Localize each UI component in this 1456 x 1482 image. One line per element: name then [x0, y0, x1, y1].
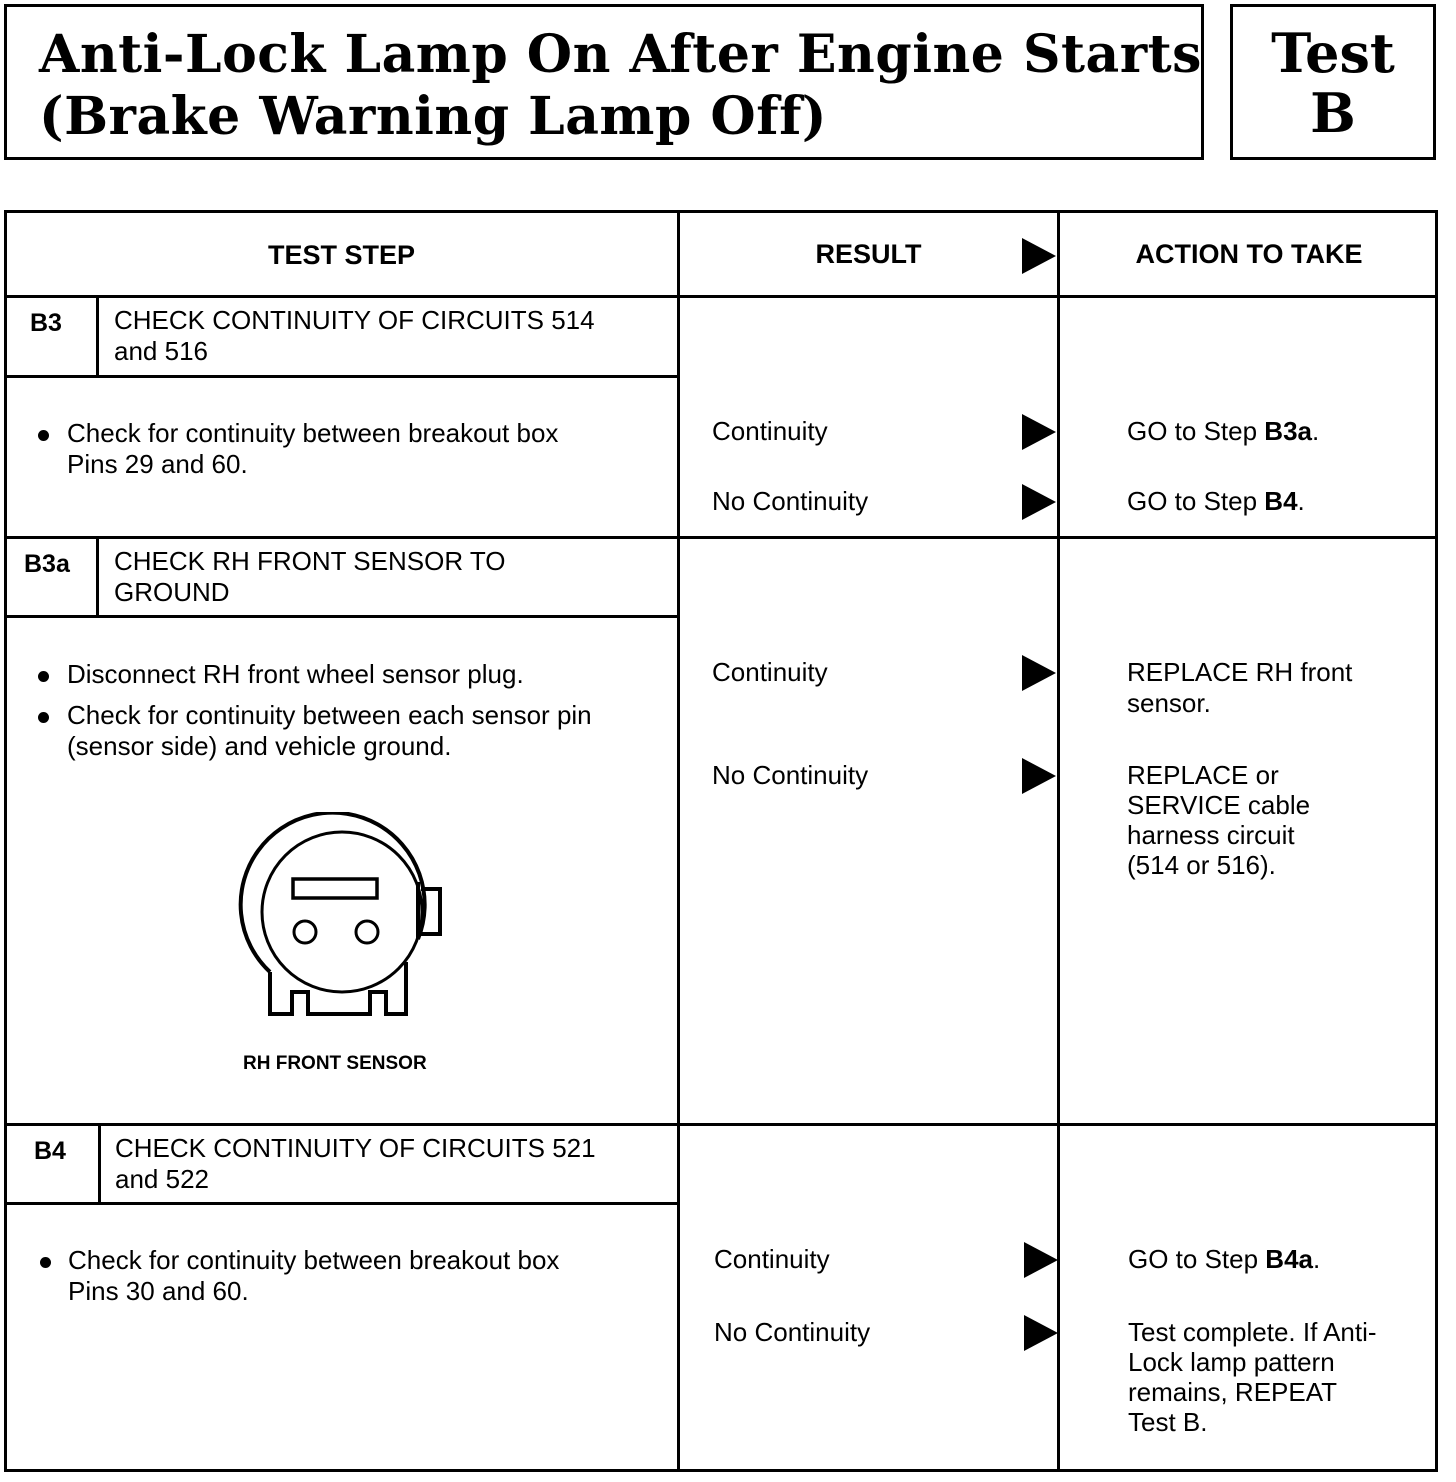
b3a-action-no-continuity-line3: harness circuit	[1127, 820, 1295, 850]
b3a-result-continuity: Continuity	[712, 657, 828, 687]
step-id-b3: B3	[30, 309, 62, 337]
test-word: Test	[1271, 21, 1395, 85]
b4-action-no-continuity-line4: Test B.	[1128, 1407, 1208, 1437]
title-line-1: Anti-Lock Lamp On After Engine Starts	[39, 24, 1202, 85]
result-arrow-icon	[1022, 655, 1056, 691]
b3a-action-no-continuity-line4: (514 or 516).	[1127, 850, 1276, 880]
b4-action-no-continuity-line2: Lock lamp pattern	[1128, 1347, 1335, 1377]
b3-title-divider	[4, 375, 680, 378]
b3a-action-no-continuity-line2: SERVICE cable	[1127, 790, 1311, 820]
result-arrow-icon	[1024, 1315, 1058, 1351]
sensor-pin-right	[356, 921, 378, 943]
b3a-bullet1-line1: Disconnect RH front wheel sensor plug.	[67, 659, 524, 689]
b3a-action-continuity-line2: sensor.	[1127, 688, 1211, 718]
column-divider-result	[677, 210, 680, 1472]
b4-action-no-continuity-line3: remains, REPEAT	[1128, 1377, 1338, 1407]
sensor-terminals-outline	[270, 962, 406, 1014]
b3-bullet-line2: Pins 29 and 60.	[67, 449, 248, 479]
row-divider-b3a	[4, 536, 1438, 539]
sensor-pin-left	[294, 921, 316, 943]
step-title-b3a-line2: GROUND	[114, 577, 230, 607]
header-divider	[4, 295, 1438, 298]
b3a-result-no-continuity: No Continuity	[712, 760, 869, 790]
b3-bullet-line1: Check for continuity between breakout box	[67, 418, 559, 448]
b3-result-continuity: Continuity	[712, 416, 828, 446]
step-title-b3-line2: and 516	[114, 336, 208, 366]
step-title-b3a-line1: CHECK RH FRONT SENSOR TO	[114, 546, 506, 576]
bullet-icon	[40, 1257, 51, 1268]
step-id-b3a: B3a	[24, 550, 70, 578]
test-label-box	[1230, 4, 1436, 160]
b4-id-divider	[98, 1123, 101, 1205]
b4-result-no-continuity: No Continuity	[714, 1317, 871, 1347]
b3-result-no-continuity: No Continuity	[712, 486, 869, 516]
b3a-id-divider	[96, 536, 99, 618]
b3a-title-divider	[4, 615, 680, 618]
header-result: RESULT	[815, 239, 922, 269]
result-arrow-icon	[1024, 1242, 1058, 1278]
b4-action-continuity: GO to Step B4a.	[1128, 1244, 1321, 1274]
column-divider-action	[1057, 210, 1060, 1472]
row-divider-b4	[4, 1123, 1438, 1126]
header-test-step: TEST STEP	[267, 240, 416, 270]
figure-caption: RH FRONT SENSOR	[243, 1053, 427, 1074]
b3-action-no-continuity: GO to Step B4.	[1127, 486, 1305, 516]
step-title-b3-line1: CHECK CONTINUITY OF CIRCUITS 514	[114, 305, 595, 335]
b3a-bullet2-line1: Check for continuity between each sensor pin	[67, 700, 592, 730]
title-box	[4, 4, 1204, 160]
b3-action-continuity: GO to Step B3a.	[1127, 416, 1320, 446]
title-line-2: (Brake Warning Lamp Off)	[39, 86, 828, 147]
step-id-b4: B4	[34, 1137, 66, 1165]
b4-result-continuity: Continuity	[714, 1244, 830, 1274]
b3a-bullet2-line2: (sensor side) and vehicle ground.	[67, 731, 452, 761]
sensor-housing-outline	[241, 813, 425, 972]
result-arrow-icon	[1022, 484, 1056, 520]
bullet-icon	[38, 712, 49, 723]
header-action: ACTION TO TAKE	[1135, 239, 1363, 269]
b3a-action-continuity-line1: REPLACE RH front	[1127, 657, 1353, 687]
step-title-b4-line1: CHECK CONTINUITY OF CIRCUITS 521	[115, 1133, 596, 1163]
b3a-action-no-continuity-line1: REPLACE or	[1127, 760, 1279, 790]
bullet-icon	[38, 671, 49, 682]
b4-action-no-continuity-line1: Test complete. If Anti-	[1128, 1317, 1377, 1347]
result-arrow-icon	[1022, 414, 1056, 450]
sensor-face-ring	[262, 832, 422, 992]
bullet-icon	[38, 430, 49, 441]
result-arrow-icon	[1022, 758, 1056, 794]
b4-bullet-line1: Check for continuity between breakout box	[68, 1245, 560, 1275]
b3-id-divider	[96, 295, 99, 378]
header-arrow-icon	[1022, 238, 1056, 274]
step-title-b4-line2: and 522	[115, 1164, 209, 1194]
b4-title-divider	[4, 1202, 680, 1205]
b4-bullet-line2: Pins 30 and 60.	[68, 1276, 249, 1306]
sensor-key-slot	[293, 879, 377, 898]
rh-front-sensor-diagram	[230, 812, 450, 1027]
test-letter: B	[1310, 81, 1356, 145]
